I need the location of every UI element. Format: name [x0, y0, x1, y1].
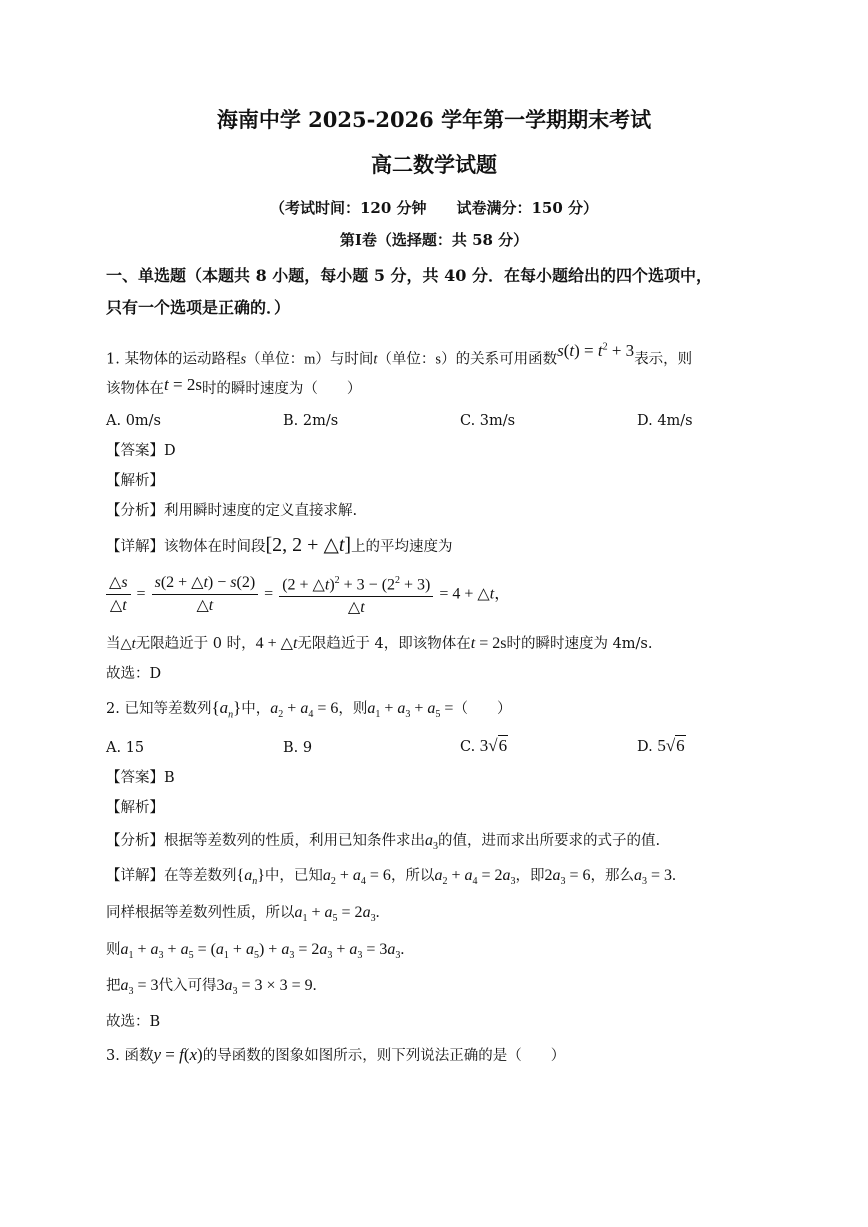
q1-function: $s(t) = t^2 + 3$ — [557, 340, 635, 360]
q1-stem-line1: 1. 某物体的运动路程s（单位：m）与时间t（单位：s）的关系可用函数$s(t) = t^2 + 3$表示，则 — [106, 340, 693, 368]
q2-option-d: D. 5√6 — [637, 736, 685, 755]
q1-stem-line2: 该物体在t = 2s时的瞬时速度为（ ） — [106, 375, 362, 397]
q1-analysis-tag: 【解析】 — [106, 473, 164, 489]
q1-answer: 【答案】D — [106, 443, 176, 459]
q2-option-a: A. 15 — [106, 740, 145, 756]
q2-xiangjie: 【详解】在等差数列$\{a_n\}$中，已知$a_2 + a_4 = 6$，所以$a_2 + a_4 = 2a_3$，即$2a_3 = 6$，那么$a_3 = 3$. — [106, 867, 677, 888]
exam-info: （考试时间：120 分钟 试卷满分：150 分） — [269, 199, 599, 217]
q2-stem: 2. 已知等差数列$\{a_n\}$中，$a_2 + a_4 = 6$，则$a_1 + a_3 + a_5$ =（ ） — [106, 698, 512, 721]
section-heading-line1: 一、单选题（本题共 8 小题，每小题 5 分，共 40 分．在每小题给出的四个选项中， — [106, 266, 712, 285]
q1-option-b: B. 2m/s — [283, 413, 339, 429]
exam-subtitle: 高二数学试题 — [371, 152, 497, 177]
q3-number: 3. — [106, 1048, 120, 1064]
q2-choose: 故选：B — [106, 1014, 161, 1030]
q2-same-property: 同样根据等差数列性质，所以$a_1 + a_5 = 2a_3$. — [106, 904, 380, 925]
exam-title: 海南中学 2025-2026 学年第一学期期末考试 — [216, 107, 652, 132]
q1-number: 1. — [106, 351, 120, 368]
q2-option-c: C. 3√6 — [460, 736, 508, 755]
q2-option-b: B. 9 — [283, 740, 313, 756]
section-heading-line2: 只有一个选项是正确的．） — [106, 298, 291, 317]
q2-answer: 【答案】B — [106, 770, 175, 786]
q2-substitute: 把$a_3 = 3$代入可得$3a_3 = 3 \times 3 = 9$. — [106, 977, 317, 998]
q3-stem: 3. 函数y = f(x)的导函数的图象如图所示，则下列说法正确的是（ ） — [106, 1045, 566, 1064]
q2-analysis-tag: 【解析】 — [106, 800, 164, 816]
q1-conclusion: 当△t无限趋近于 0 时，4 + △t无限趋近于 4，即该物体在t = 2s时的瞬时速度为 4m/s. — [106, 635, 653, 652]
q2-then: 则$a_1 + a_3 + a_5 = (a_1 + a_5) + a_3 = 2a_3 + a_3 = 3a_3$. — [106, 941, 405, 962]
part-heading: 第Ⅰ卷（选择题：共 58 分） — [339, 231, 529, 249]
q1-choose: 故选：D — [106, 666, 162, 682]
q1-option-d: D. 4m/s — [637, 413, 693, 429]
q1-option-a: A. 0m/s — [106, 413, 161, 429]
q1-average-velocity-formula: $\frac{\triangle s}{\triangle t}$ = $\frac{s(2 + \triangle t) - s(2)}{\triangle t}$ = $\frac{(2 + \triangle t)^2 + 3 - (2^2 + 3)}{\triangle t}$ = 4 + △t， — [104, 570, 510, 619]
q1-option-c: C. 3m/s — [460, 413, 516, 429]
q1-fenxi: 【分析】利用瞬时速度的定义直接求解. — [106, 503, 358, 519]
q2-fenxi: 【分析】根据等差数列的性质，利用已知条件求出$a_3$的值，进而求出所要求的式子的值. — [106, 832, 661, 853]
q1-xiangjie: 【详解】该物体在时间段[2, 2 + △t]上的平均速度为 — [106, 534, 453, 556]
q2-number: 2. — [106, 701, 120, 717]
